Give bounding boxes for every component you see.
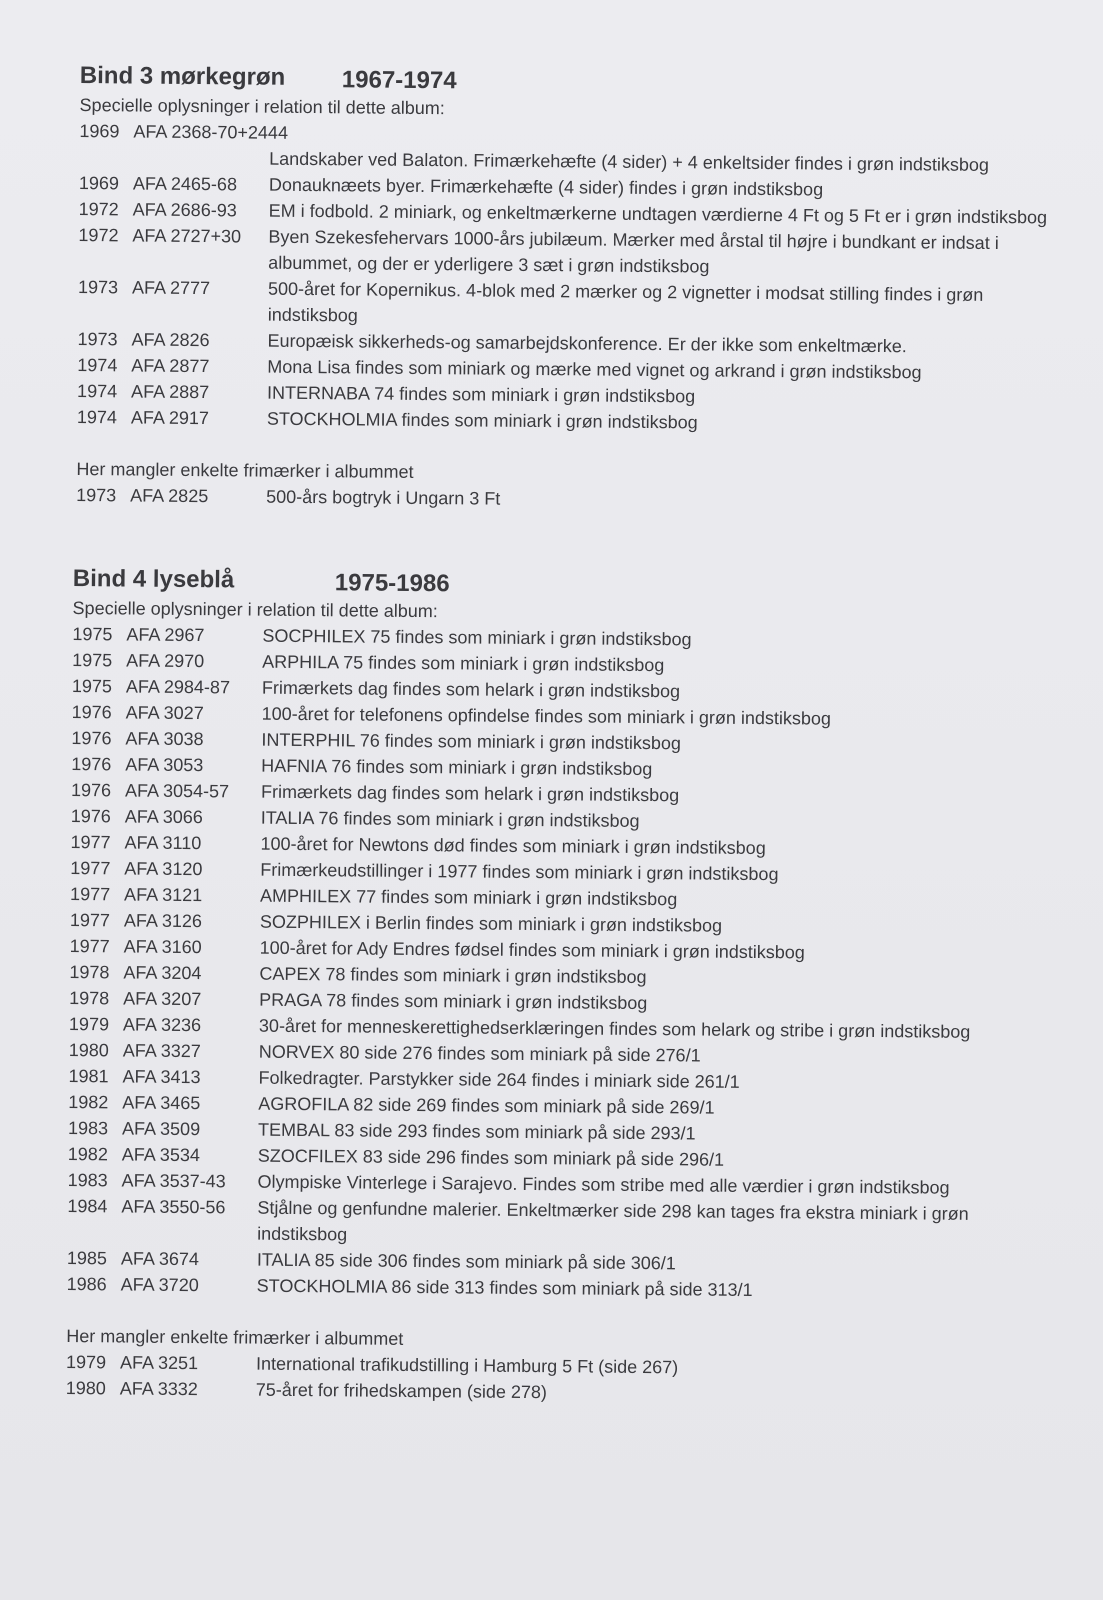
entry-afa-number: AFA 3038 bbox=[125, 728, 204, 750]
entry-afa-number: AFA 3720 bbox=[120, 1274, 199, 1296]
entry-year: 1976 bbox=[70, 805, 111, 827]
entry-afa-number: AFA 3121 bbox=[124, 884, 203, 906]
entry-year: 1983 bbox=[67, 1117, 109, 1139]
entry-row bbox=[78, 222, 1058, 283]
bind-3-section bbox=[76, 60, 1060, 517]
entry-description: NORVEX 80 side 276 findes som miniark på side 276/1 bbox=[258, 1041, 701, 1066]
entry-year: 1977 bbox=[70, 857, 111, 879]
entry-afa-number: AFA 2368-70+2444 bbox=[133, 121, 289, 143]
entry-afa-number: AFA 2887 bbox=[131, 381, 210, 403]
bind-3-entries bbox=[77, 118, 1060, 439]
entry-afa-number: AFA 2465-68 bbox=[132, 173, 238, 195]
entry-year: 1982 bbox=[68, 1091, 109, 1113]
entry-year: 1974 bbox=[77, 354, 118, 376]
entry-row bbox=[78, 274, 1058, 335]
entry-description: Frimærkets dag findes som helark i grøn indstiksbog bbox=[261, 677, 681, 702]
entry-description: ITALIA 85 side 306 findes som miniark på side 306/1 bbox=[256, 1249, 676, 1274]
entry-afa-number: AFA 3509 bbox=[121, 1118, 201, 1140]
entry-afa-number: AFA 3054-57 bbox=[124, 780, 230, 802]
entry-year: 1979 bbox=[68, 1013, 110, 1035]
entry-year: 1980 bbox=[65, 1377, 106, 1399]
entry-afa-number: AFA 3327 bbox=[122, 1040, 201, 1062]
entry-year: 1972 bbox=[78, 198, 119, 220]
entry-afa-number: AFA 2984-87 bbox=[125, 676, 231, 698]
entry-year: 1977 bbox=[69, 935, 110, 957]
entry-year: 1980 bbox=[68, 1039, 109, 1061]
entry-afa-number: AFA 3332 bbox=[119, 1378, 198, 1400]
entry-description: Mona Lisa findes som miniark og mærke med vignet og arkrand i grøn indstiksbog bbox=[267, 356, 922, 383]
entry-description: STOCKHOLMIA 86 side 313 findes som miniark på side 313/1 bbox=[256, 1275, 753, 1300]
entry-afa-number: AFA 2686-93 bbox=[132, 199, 237, 221]
entry-year: 1973 bbox=[77, 328, 118, 350]
entry-year: 1976 bbox=[71, 727, 112, 749]
entry-afa-number: AFA 2970 bbox=[126, 650, 205, 672]
entry-afa-number: AFA 2727+30 bbox=[132, 225, 242, 247]
entry-afa-number: AFA 3236 bbox=[122, 1014, 202, 1036]
entry-afa-number: AFA 2826 bbox=[131, 329, 210, 351]
bind-3-years: 1967-1974 bbox=[341, 66, 457, 95]
entry-description: Byen Szekesfehervars 1000-års jubilæum. Mærker med årstal til højre i bundkant er indsat i albummet, og der er yderligere 3 sæt i grøn indstiksbog bbox=[268, 226, 999, 277]
entry-year: 1974 bbox=[77, 380, 118, 402]
entry-description: 75-året for frihedskampen (side 278) bbox=[255, 1379, 548, 1403]
entry-description: Frimærkeudstillinger i 1977 findes som miniark i grøn indstiksbog bbox=[260, 859, 779, 885]
entry-afa-number: AFA 3550-56 bbox=[121, 1196, 226, 1218]
bind-4-intro: Specielle oplysninger i relation til dette album: bbox=[72, 597, 438, 622]
bind-4-section bbox=[66, 563, 1053, 1410]
entry-year: 1986 bbox=[66, 1273, 107, 1295]
entry-description: ITALIA 76 findes som miniark i grøn indstiksbog bbox=[260, 807, 640, 831]
entry-description: Stjålne og genfundne malerier. Enkeltmærker side 298 kan tages fra ekstra miniark i grøn indstiksbog bbox=[257, 1197, 969, 1245]
entry-description: Donauknæets byer. Frimærkehæfte (4 sider) findes i grøn indstiksbog bbox=[268, 174, 824, 200]
bind-3-missing-heading: Her mangler enkelte frimærker i albummet bbox=[76, 458, 414, 482]
entry-year: 1976 bbox=[71, 701, 112, 723]
entry-afa-number: AFA 3204 bbox=[123, 962, 202, 984]
bind-3-title: Bind 3 mørkegrøn bbox=[79, 61, 286, 91]
entry-afa-number: AFA 2967 bbox=[126, 624, 205, 646]
entry-description: STOCKHOLMIA findes som miniark i grøn indstiksbog bbox=[266, 408, 698, 433]
entry-description: 500-året for Kopernikus. 4-blok med 2 mærker og 2 vignetter i modsat stilling findes i grøn indstiksbog bbox=[267, 278, 984, 326]
entry-year: 1976 bbox=[70, 779, 112, 801]
entry-description: 500-års bogtryk i Ungarn 3 Ft bbox=[266, 486, 501, 509]
entry-afa-number: AFA 3251 bbox=[119, 1352, 199, 1374]
entry-description: EM i fodbold. 2 miniark, og enkeltmærkerne undtagen værdierne 4 Ft og 5 Ft er i grøn indstiksbog bbox=[268, 200, 1048, 228]
entry-year: 1975 bbox=[72, 623, 113, 645]
entry-description: AGROFILA 82 side 269 findes som miniark på side 269/1 bbox=[258, 1093, 715, 1118]
bind-4-missing-heading: Her mangler enkelte frimærker i albummet bbox=[66, 1325, 404, 1349]
entry-afa-number: AFA 3027 bbox=[125, 702, 204, 724]
entry-description: 100-året for Ady Endres fødsel findes som miniark i grøn indstiksbog bbox=[259, 937, 805, 963]
entry-row bbox=[67, 1193, 1047, 1254]
entry-year: 1981 bbox=[68, 1065, 109, 1087]
entry-year: 1976 bbox=[71, 753, 112, 775]
entry-afa-number: AFA 2825 bbox=[130, 485, 209, 507]
entry-description: SOZPHILEX i Berlin findes som miniark i grøn indstiksbog bbox=[259, 911, 723, 936]
entry-year: 1979 bbox=[65, 1351, 107, 1373]
entry-description: ARPHILA 75 findes som miniark i grøn indstiksbog bbox=[262, 651, 665, 676]
entry-description: SZOCFILEX 83 side 296 findes som miniark på side 296/1 bbox=[257, 1145, 725, 1170]
bind-4-years: 1975-1986 bbox=[334, 569, 450, 598]
entry-afa-number: AFA 3110 bbox=[124, 832, 202, 854]
entry-afa-number: AFA 3534 bbox=[121, 1144, 201, 1166]
entry-description: 30-året for menneskerettighedserklæringen findes som helark og stribe i grøn indstiksbog bbox=[258, 1015, 971, 1042]
entry-afa-number: AFA 2917 bbox=[130, 407, 210, 429]
entry-afa-number: AFA 3126 bbox=[123, 910, 203, 932]
entry-description: 100-året for telefonens opfindelse findes som miniark i grøn indstiksbog bbox=[261, 703, 832, 729]
entry-description: Olympiske Vinterlege i Sarajevo. Findes som stribe med alle værdier i grøn indstiksbog bbox=[257, 1171, 950, 1198]
entry-year: 1978 bbox=[69, 961, 110, 983]
entry-year: 1975 bbox=[71, 675, 113, 697]
entry-year: 1983 bbox=[67, 1169, 108, 1191]
entry-afa-number: AFA 3053 bbox=[125, 754, 204, 776]
entry-description: AMPHILEX 77 findes som miniark i grøn indstiksbog bbox=[260, 885, 678, 910]
entry-year: 1972 bbox=[78, 224, 119, 246]
entry-afa-number: AFA 3066 bbox=[124, 806, 203, 828]
entry-year: 1982 bbox=[67, 1143, 108, 1165]
entry-year: 1975 bbox=[72, 649, 113, 671]
entry-description: Europæisk sikkerheds-og samarbejdskonference. Er der ikke som enkeltmærke. bbox=[267, 330, 907, 357]
entry-afa-number: AFA 2777 bbox=[131, 277, 211, 299]
entry-year: 1973 bbox=[76, 484, 117, 506]
entry-year: 1977 bbox=[70, 883, 111, 905]
entry-description: HAFNIA 76 findes som miniark i grøn indstiksbog bbox=[261, 755, 653, 780]
entry-year: 1977 bbox=[70, 831, 111, 853]
entry-description: International trafikudstilling i Hamburg 5 Ft (side 267) bbox=[255, 1353, 679, 1378]
entry-year: 1973 bbox=[77, 276, 119, 298]
entry-description: CAPEX 78 findes som miniark i grøn indstiksbog bbox=[259, 963, 647, 988]
bind-4-entries bbox=[67, 621, 1053, 1306]
entry-afa-number: AFA 3537-43 bbox=[121, 1170, 226, 1192]
entry-description: TEMBAL 83 side 293 findes som miniark på side 293/1 bbox=[257, 1119, 696, 1144]
entry-description: Folkedragter. Parstykker side 264 findes i miniark side 261/1 bbox=[258, 1067, 740, 1092]
bind-3-intro: Specielle oplysninger i relation til dette album: bbox=[79, 94, 445, 119]
entry-description: Frimærkets dag findes som helark i grøn indstiksbog bbox=[260, 781, 680, 806]
entry-afa-number: AFA 3207 bbox=[123, 988, 202, 1010]
entry-description: INTERNABA 74 findes som miniark i grøn indstiksbog bbox=[267, 382, 696, 407]
entry-afa-number: AFA 3465 bbox=[122, 1092, 201, 1114]
entry-year: 1984 bbox=[67, 1195, 108, 1217]
entry-year: 1985 bbox=[66, 1247, 108, 1269]
entry-year: 1969 bbox=[78, 172, 120, 194]
entry-afa-number: AFA 3160 bbox=[123, 936, 202, 958]
bind-4-title: Bind 4 lyseblå bbox=[72, 564, 235, 594]
entry-year: 1977 bbox=[69, 909, 111, 931]
entry-afa-number: AFA 3413 bbox=[122, 1066, 201, 1088]
entry-description: INTERPHIL 76 findes som miniark i grøn indstiksbog bbox=[261, 729, 682, 754]
entry-description: 100-året for Newtons død findes som miniark i grøn indstiksbog bbox=[260, 833, 766, 859]
entry-year: 1969 bbox=[79, 120, 120, 142]
entry-afa-number: AFA 3120 bbox=[124, 858, 203, 880]
entry-description: PRAGA 78 findes som miniark i grøn indstiksbog bbox=[259, 989, 648, 1014]
entry-year: 1978 bbox=[69, 987, 110, 1009]
entry-year: 1974 bbox=[76, 406, 118, 428]
entry-description: SOCPHILEX 75 findes som miniark i grøn indstiksbog bbox=[262, 625, 692, 650]
entry-afa-number: AFA 2877 bbox=[131, 355, 210, 377]
bind-4-missing-entries bbox=[66, 1349, 1046, 1410]
entry-description: Landskaber ved Balaton. Frimærkehæfte (4 sider) + 4 enkeltsider findes i grøn indstiksbog bbox=[269, 148, 990, 175]
entry-afa-number: AFA 3674 bbox=[120, 1248, 200, 1270]
